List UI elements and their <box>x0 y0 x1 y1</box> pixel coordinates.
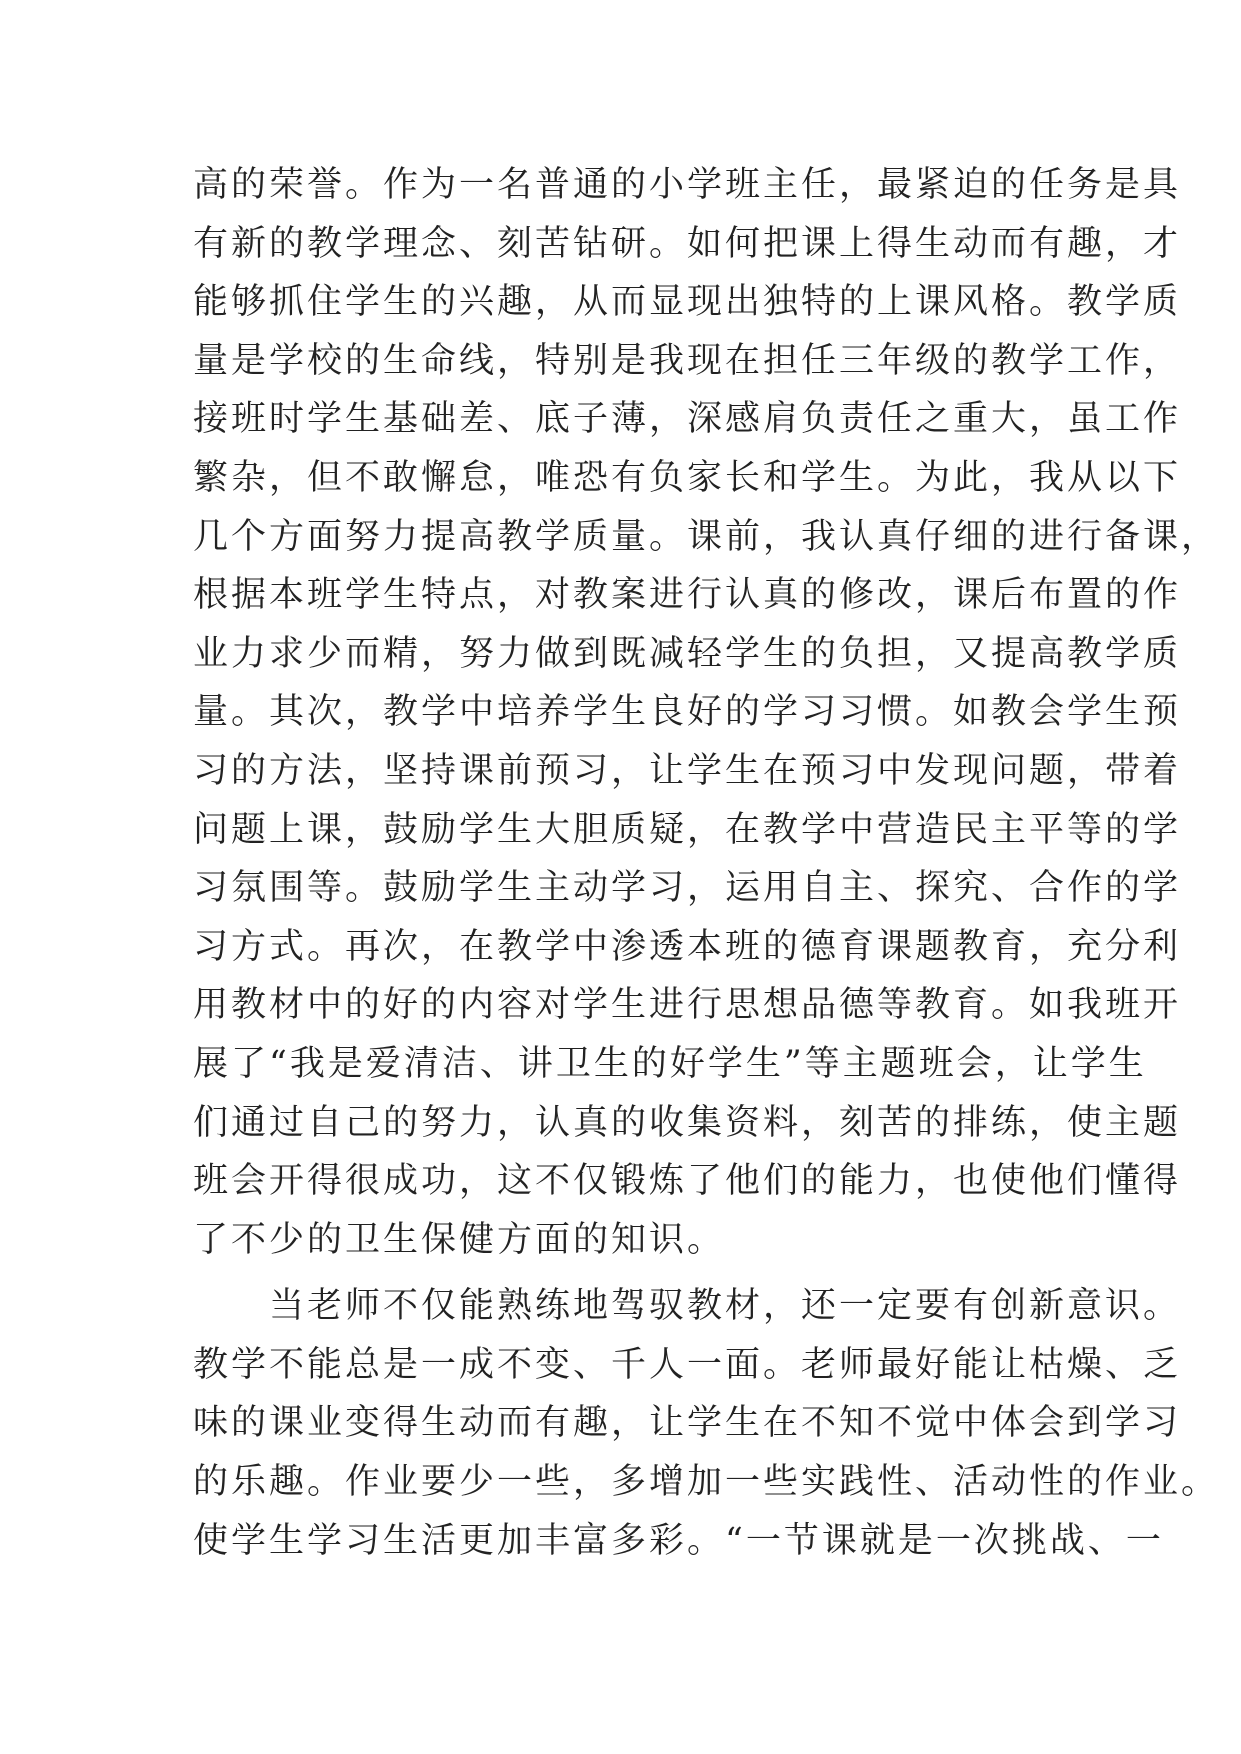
text-line: 习氛围等。鼓励学生主动学习，运用自主、探究、合作的学 <box>193 868 1182 909</box>
text-line: 高的荣誉。作为一名普通的小学班主任，最紧迫的任务是具 <box>193 165 1182 205</box>
text-line: 接班时学生基础差、底子薄，深感肩负责任之重大，虽工作 <box>193 399 1182 440</box>
text-line: 了不少的卫生保健方面的知识。 <box>193 1219 726 1260</box>
text-line: 繁杂，但不敢懈怠，唯恐有负家长和学生。为此，我从以下 <box>193 457 1182 498</box>
text-line: 用教材中的好的内容对学生进行思想品德等教育。如我班开 <box>193 985 1182 1026</box>
paragraph-1 <box>193 156 1220 1269</box>
body-text <box>193 156 1220 1570</box>
text-line: 量。其次，教学中培养学生良好的学习习惯。如教会学生预 <box>193 692 1182 733</box>
text-line: 根据本班学生特点，对教案进行认真的修改，课后布置的作 <box>193 575 1182 616</box>
text-line: 展了“我是爱清洁、讲卫生的好学生”等主题班会，让学生 <box>193 1043 1147 1084</box>
text-line: 味的课业变得生动而有趣，让学生在不知不觉中体会到学习 <box>193 1403 1182 1444</box>
text-line: 问题上课，鼓励学生大胆质疑，在教学中营造民主平等的学 <box>193 809 1182 850</box>
text-line: 有新的教学理念、刻苦钻研。如何把课上得生动而有趣，才 <box>193 223 1182 264</box>
text-line: 当老师不仅能熟练地驾驭教材，还一定要有创新意识。 <box>193 1286 1182 1327</box>
text-line: 习方式。再次，在教学中渗透本班的德育课题教育，充分利 <box>193 926 1182 967</box>
text-line: 几个方面努力提高教学质量。课前，我认真仔细的进行备课， <box>193 516 1220 557</box>
text-line: 班会开得很成功，这不仅锻炼了他们的能力，也使他们懂得 <box>193 1161 1182 1202</box>
paragraph-gap <box>193 1269 1093 1277</box>
text-line: 们通过自己的努力，认真的收集资料，刻苦的排练，使主题 <box>193 1102 1182 1143</box>
text-line: 习的方法，坚持课前预习，让学生在预习中发现问题，带着 <box>193 750 1182 791</box>
text-line: 业力求少而精，努力做到既减轻学生的负担，又提高教学质 <box>193 633 1182 674</box>
text-line: 量是学校的生命线，特别是我现在担任三年级的教学工作， <box>193 340 1182 381</box>
text-line: 教学不能总是一成不变、千人一面。老师最好能让枯燥、乏 <box>193 1344 1182 1385</box>
text-line: 的乐趣。作业要少一些，多增加一些实践性、活动性的作业。 <box>193 1462 1220 1503</box>
text-line: 能够抓住学生的兴趣，从而显现出独特的上课风格。教学质 <box>193 282 1182 323</box>
text-line: 使学生学习生活更加丰富多彩。“一节课就是一次挑战、一 <box>193 1520 1164 1561</box>
paragraph-2 <box>193 1277 1220 1570</box>
